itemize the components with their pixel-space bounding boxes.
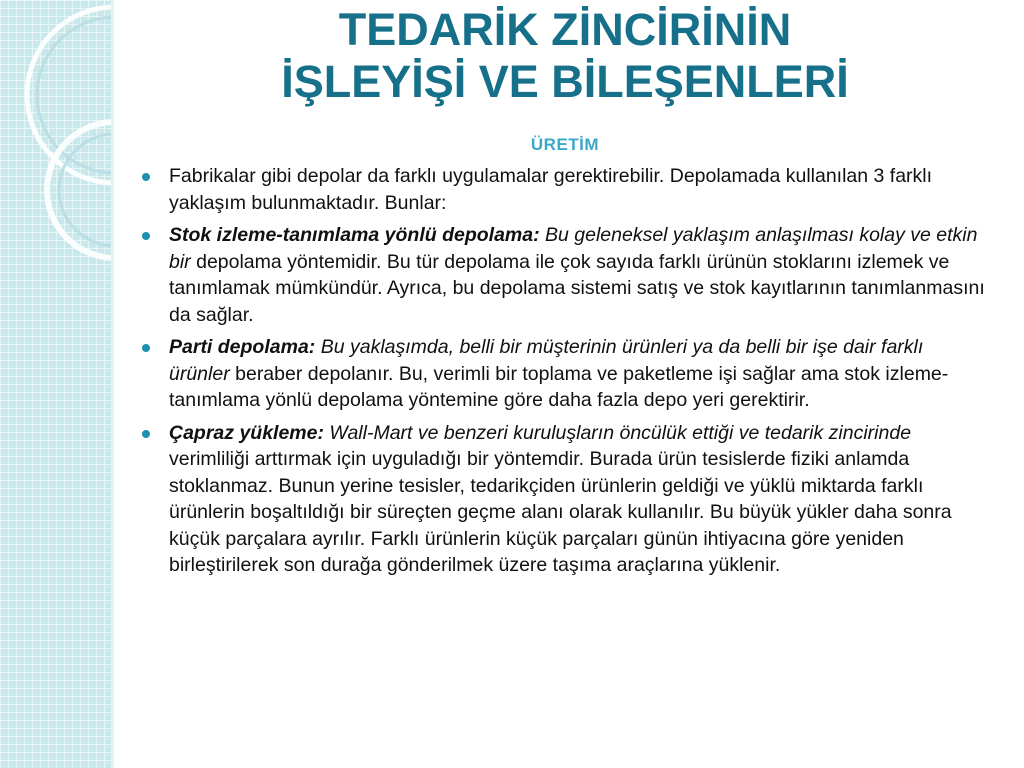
bullet-dot-icon [142,430,150,438]
bullet-dot-icon [142,344,150,352]
bullet-text: beraber depolanır. Bu, verimli bir toplama ve paketleme işi sağlar ama stok izleme-tanımlama yönlü depolama yöntemine göre daha fazla depo yeri gerektirir. [169,362,949,411]
bullet-dot-icon [142,232,150,240]
bullet-emphasis: Wall-Mart ve benzeri kuruluşların öncülük ettiği ve tedarik zincirinde [329,421,912,444]
bullet-lead: Parti depolama: [169,336,321,358]
bullet-item-stok-izleme [140,222,985,328]
slide-title [130,4,1000,108]
bullet-list [140,163,985,585]
bullet-lead: Stok izleme-tanımlama yönlü depolama: [169,224,546,246]
decorative-circles [0,0,113,768]
bullet-emphasis: Bu geleneksel yaklaşım anlaşılması kolay ve etkin bir [169,224,978,273]
bullet-item-capraz-yukleme [140,420,985,579]
sidebar-edge [111,0,114,768]
decorative-sidebar [0,0,113,768]
bullet-item-intro [140,163,985,216]
bullet-item-parti-depolama [140,334,985,414]
title-line-1: TEDARİK ZİNCİRİNİN [338,4,792,55]
bullet-dot-icon [142,173,150,181]
bullet-text: verimliliği arttırmak için uyguladığı bir yöntemdir. Burada ürün tesislerde fiziki anlamda stoklanmaz. Bunun yerine tesisler, tedarikçiden ürünlerin geldiği ve yüklü miktarda farklı ürünlerin boşaltıldığı bir süreçten geçme alanı olarak kullanılır. Bu büyük yükler daha sonra küçük parçalara ayrılır. Farklı ürünlerin küçük parçaları günün ihtiyacına göre yeniden birleştirilerek son durağa gönderilmek üzere taşıma araçlarına yüklenir. [169,448,952,576]
title-line-2: İŞLEYİŞİ VE BİLEŞENLERİ [281,56,849,107]
bullet-emphasis: Bu yaklaşımda, belli bir müşterinin ürünleri ya da belli bir işe dair farklı ürünler [169,336,924,385]
bullet-text: depolama yöntemidir. Bu tür depolama ile çok sayıda farklı ürünün stoklarını izlemek ve tanımlamak mümkündür. Ayrıca, bu depolama sistemi satış ve stok kayıtlarının tanımlanmasını da sağlar. [169,250,985,326]
bullet-lead: Çapraz yükleme: [169,421,330,444]
slide-subtitle: ÜRETİM [530,135,600,154]
bullet-text: Fabrikalar gibi depolar da farklı uygulamalar gerektirebilir. Depolamada kullanılan 3 farklı yaklaşım bulunmaktadır. Bunlar: [169,165,933,214]
